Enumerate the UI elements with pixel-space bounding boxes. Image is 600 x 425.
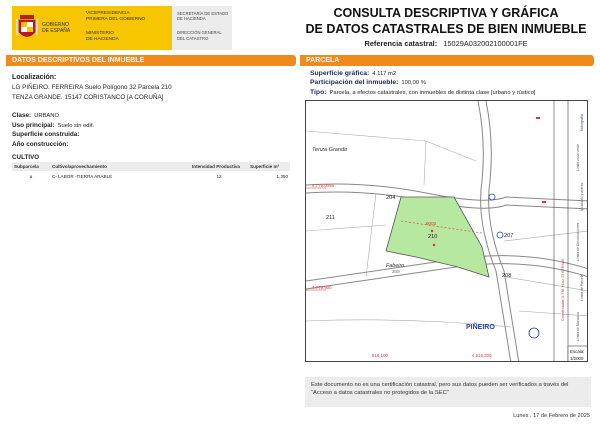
scale-label: Escala: [570,349,585,354]
document-title: CONSULTA DESCRIPTIVA Y GRÁFICA DE DATOS CATASTRALES DE BIEN INMUEBLE [305,6,587,36]
cell-subparcela: a [29,173,33,179]
vicepresidencia-line1: VICEPRESIDENCIA [86,11,130,16]
map-label-pineiro: PIÑEIRO [466,324,495,331]
cadastral-reference: Referencia catastral: 15029A032002100001FE [364,39,528,48]
section-bar-descriptive: DATOS DESCRIPTIVOS DEL INMUEBLE [6,55,296,66]
disclaimer-note: Este documento no es una certificación catastral, pero sus datos pueden ser verificados a través del "Acceso a datos catastrales no protegidos de la SEC" [305,377,591,407]
localizacion-label: Localización: [12,74,57,81]
map-label-tenza: Tenza Grande [312,147,348,153]
coord-left-bottom: 4.779.900 [312,285,332,290]
parcel-label-211: 211 [326,215,335,221]
superficie-construida-row: Superficie construida: [12,131,80,138]
section-bar-parcela: PARCELA [300,55,594,66]
document-date: Lunes , 17 de Febrero de 2025 [513,413,590,419]
gov-name: GOBIERNO DE ESPAÑA [42,22,71,34]
cultivo-table [12,162,290,181]
col-superficie: Superficie m² [248,162,290,171]
coord-bottom-right: 4.516,200 [472,353,492,358]
parcel-label-204: 204 [386,195,396,201]
legend-zona-verde: Límite zona verde [576,144,580,171]
coord-left-top: 4.779.0055 [312,183,334,188]
ministerio-line2: DE HACIENDA [86,36,119,42]
cadastral-map[interactable] [305,100,588,362]
cell-superficie: 1.350 [276,173,288,179]
table-row [12,171,290,181]
secretaria-block: SECRETARÍA DE ESTADO DE HACIENDA DIRECCIÓN GENERAL DEL CATASTRO [172,6,232,50]
localizacion-line1: LG PIÑEIRO. FERREIRA Suelo Polígono 32 Parcela 210 [12,84,172,91]
ano-construccion-row: Año construcción: [12,141,69,148]
cultivo-title: CULTIVO [12,154,40,161]
superficie-grafica-row: Superficie gráfica: 4.117 m2 [310,70,397,77]
parcel-label-209: 209 [392,269,400,274]
parcel-label-207: 207 [504,233,514,239]
participacion-row: Participación del inmueble: 100,00 % [310,79,426,86]
side-vertical-coordinates: Coordenadas U.T.M. Huso 29 ETRS89 [561,259,565,321]
scale-value: 1/2000 [570,356,584,361]
cell-cultivo: C- LABOR -TIERRA ARABLE [52,173,113,179]
col-subparcela: Subparcela [12,162,50,171]
localizacion-line2: TENZA GRANDE. 15147 CORISTANCO [A CORUÑA] [12,94,164,101]
vicepresidencia-line2: PRIMERA DEL GOBIERNO [86,16,146,22]
coord-bottom-left: 518,100 [372,353,388,358]
coat-of-arms-icon [12,6,42,50]
cell-intensidad: 12 [216,173,222,179]
table-header-row [12,162,290,171]
legend-manzana: Límite de Manzana [576,312,580,341]
map-label-fabeiro: Fabeiro [386,263,405,269]
parcel-label-210: 210 [428,234,438,240]
parcel-label-9002: 9002 [426,221,437,226]
legend-hidrografia: Hidrografía [580,114,584,131]
tipo-row: Tipo: Parcela, a efectos catastrales, con inmuebles de distinta clase [urbano y rústico] [310,89,536,96]
ministerio-line1: MINISTERIO [86,31,114,37]
col-intensidad: Intensidad Productiva [190,162,248,171]
uso-row: Uso principal: Suelo sin edif. [12,122,95,129]
legend-mobiliario: Mobiliario y aceras [580,182,584,211]
col-cultivo: Cultivo/aprovechamiento [50,162,190,171]
clase-row: Clase: URBANO [12,112,59,119]
parcel-label-208: 208 [502,273,512,279]
legend-construcciones: Límite de Construcciones [576,222,580,261]
legend-parcela: Límite de Parcela [580,274,584,301]
